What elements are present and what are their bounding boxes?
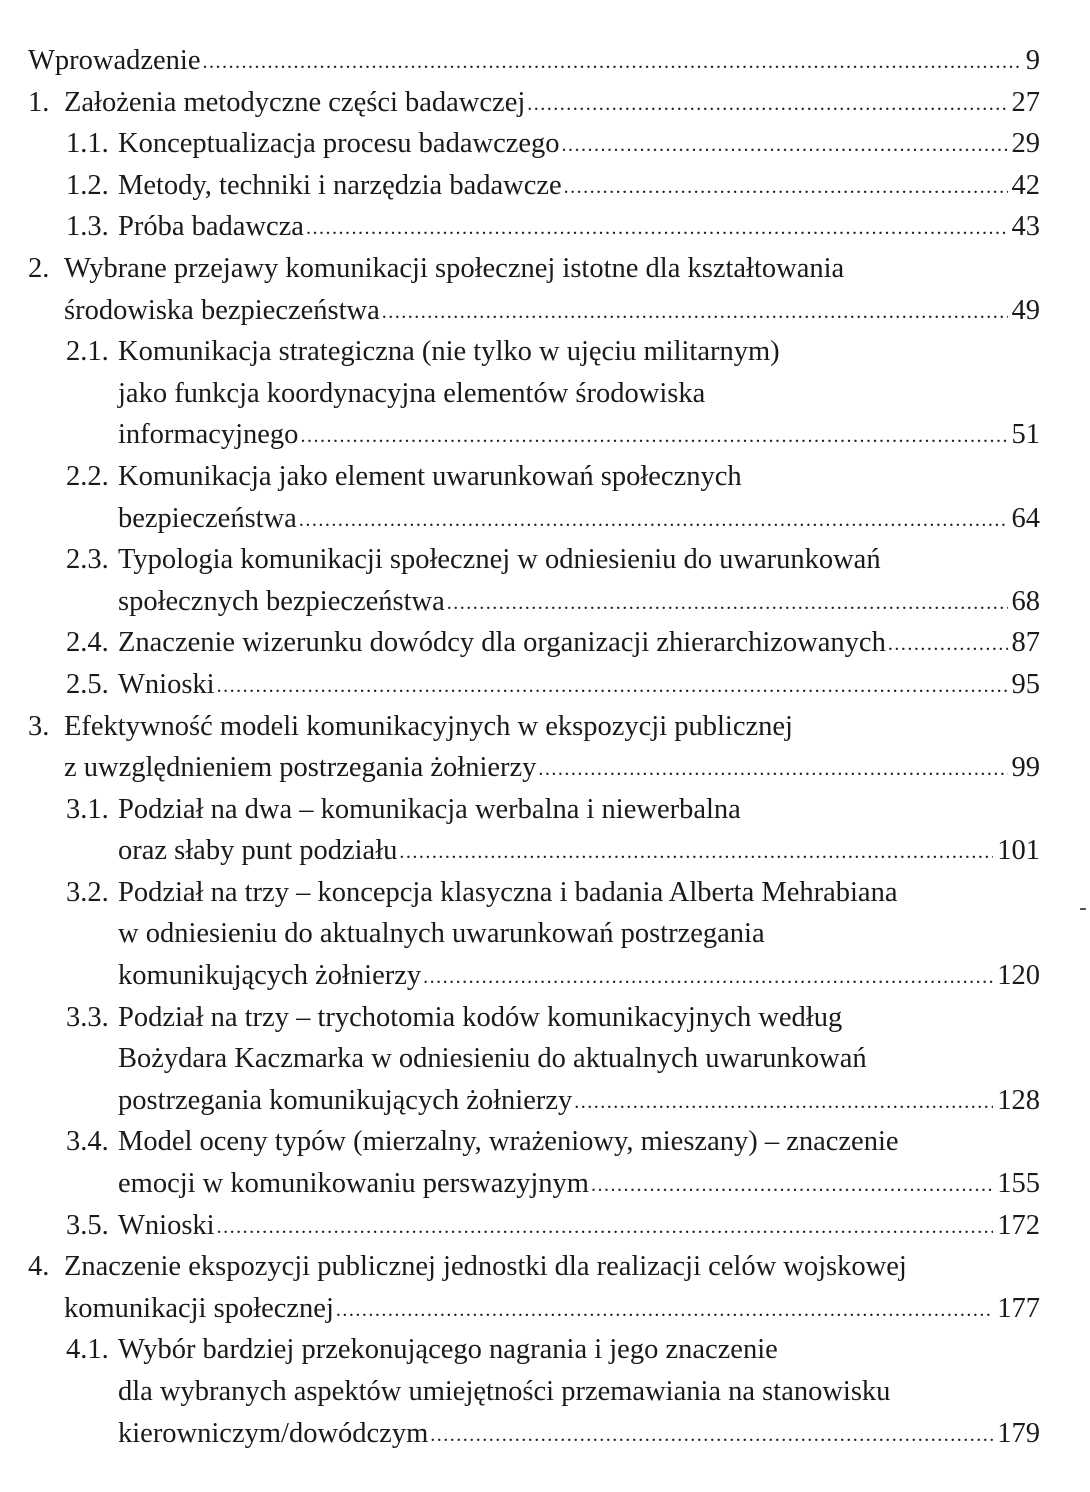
toc-page-number: 99	[1011, 752, 1040, 784]
toc-page-number: 29	[1011, 128, 1040, 160]
toc-entry-text: Model oceny typów (mierzalny, wrażeniowy, mieszany) – znaczenie	[118, 1126, 899, 1158]
toc-entry-2-1-line-2	[0, 373, 1090, 415]
toc-page-number: 42	[1011, 169, 1040, 201]
toc-entry-text: Wybór bardziej przekonującego nagrania i jego znaczenie	[118, 1334, 778, 1366]
toc-entry-3-2-line-2	[0, 913, 1090, 955]
toc-entry-text: Efektywność modeli komunikacyjnych w ekspozycji publicznej	[64, 710, 793, 742]
leader-dots	[591, 1165, 993, 1207]
toc-entry-text: Komunikacja jako element uwarunkowań społecznych	[118, 460, 742, 492]
toc-number: 2.5.	[66, 668, 109, 700]
leader-dots	[203, 42, 1022, 84]
toc-entry-1-2	[0, 165, 1090, 207]
toc-entry-4-1-line-1	[0, 1329, 1090, 1371]
toc-entry-text: oraz słaby punt podziału	[118, 835, 398, 867]
leader-dots	[336, 1290, 993, 1332]
leader-dots	[217, 666, 1008, 708]
toc-entry-chapter-2-line-1	[0, 248, 1090, 290]
toc-entry-text: Podział na trzy – koncepcja klasyczna i badania Alberta Mehrabiana	[118, 876, 898, 908]
toc-entry-text: kierowniczym/dowódczym	[118, 1417, 429, 1449]
toc-entry-text: Znaczenie ekspozycji publicznej jednostki dla realizacji celów wojskowej	[64, 1251, 907, 1283]
toc-entry-3-4-line-2	[0, 1163, 1090, 1205]
leader-dots	[399, 832, 993, 874]
toc-entry-text: informacyjnego	[118, 419, 299, 451]
toc-entry-2-3-line-1	[0, 539, 1090, 581]
toc-number: 2.2.	[66, 460, 109, 492]
toc-entry-2-4	[0, 622, 1090, 664]
toc-entry-text: Wprowadzenie	[28, 45, 201, 76]
toc-entry-text: bezpieczeństwa	[118, 502, 297, 534]
toc-entry-text: z uwzględnieniem postrzegania żołnierzy	[64, 752, 537, 784]
toc-entry-3-2-line-1	[0, 872, 1090, 914]
toc-entry-text: środowiska bezpieczeństwa	[64, 294, 380, 326]
toc-number: 1.1.	[66, 128, 109, 160]
toc-entry-1-1	[0, 123, 1090, 165]
toc-entry-3-3-line-1	[0, 997, 1090, 1039]
toc-number: 2.1.	[66, 336, 109, 368]
toc-entry-3-2-line-3	[0, 955, 1090, 997]
toc-entry-chapter-4-line-2	[0, 1288, 1090, 1330]
toc-entry-text: Próba badawcza	[118, 211, 304, 243]
toc-number: 2.4.	[66, 627, 109, 659]
toc-entry-3-3-line-2	[0, 1038, 1090, 1080]
toc-page-number: 177	[997, 1292, 1040, 1324]
leader-dots	[423, 957, 993, 999]
toc-entry-text: Typologia komunikacji społecznej w odniesieniu do uwarunkowań	[118, 544, 881, 576]
leader-dots	[306, 208, 1008, 250]
toc-entry-2-2-line-1	[0, 456, 1090, 498]
toc-number: 1.2.	[66, 169, 109, 201]
toc-entry-text: komunikujących żołnierzy	[118, 960, 422, 992]
toc-number: 2.	[28, 252, 50, 284]
leader-dots	[217, 1207, 994, 1249]
toc-entry-text: dla wybranych aspektów umiejętności przemawiania na stanowisku	[118, 1376, 891, 1407]
leader-dots	[299, 500, 1008, 542]
leader-dots	[382, 292, 1008, 334]
toc-page-number: 155	[997, 1168, 1040, 1200]
toc-page-number: 64	[1011, 502, 1040, 534]
toc-entry-text: Bożydara Kaczmarka w odniesieniu do aktualnych uwarunkowań	[118, 1043, 867, 1075]
toc-number: 3.4.	[66, 1126, 109, 1158]
toc-page-number: 43	[1011, 211, 1040, 243]
toc-entry-3-1-line-1	[0, 789, 1090, 831]
toc-entry-text: Podział na dwa – komunikacja werbalna i niewerbalna	[118, 793, 741, 825]
table-of-contents	[0, 40, 1090, 1454]
leader-dots	[888, 624, 1008, 666]
toc-number: 3.	[28, 710, 50, 742]
toc-entry-text: Metody, techniki i narzędzia badawcze	[118, 169, 562, 201]
toc-entry-chapter-4-line-1	[0, 1246, 1090, 1288]
toc-entry-chapter-3-line-1	[0, 706, 1090, 748]
toc-entry-text: jako funkcja koordynacyjna elementów środowiska	[118, 377, 706, 409]
toc-entry-3-3-line-3	[0, 1080, 1090, 1122]
toc-entry-3-5	[0, 1205, 1090, 1247]
toc-entry-2-1-line-1	[0, 331, 1090, 373]
leader-dots	[562, 125, 1008, 167]
toc-entry-text: emocji w komunikowaniu perswazyjnym	[118, 1168, 589, 1200]
toc-entry-text: społecznych bezpieczeństwa	[118, 585, 445, 617]
toc-entry-1-3	[0, 206, 1090, 248]
toc-page-number: 95	[1011, 668, 1040, 700]
toc-number: 2.3.	[66, 544, 109, 576]
toc-entry-text: Wnioski	[118, 668, 215, 700]
toc-number: 4.1.	[66, 1334, 109, 1366]
toc-entry-text: Założenia metodyczne części badawczej	[64, 86, 526, 118]
toc-entry-2-1-line-3	[0, 414, 1090, 456]
toc-entry-text: Wnioski	[118, 1209, 215, 1241]
toc-entry-text: Podział na trzy – trychotomia kodów komunikacyjnych według	[118, 1001, 843, 1033]
toc-entry-4-1-line-2	[0, 1371, 1090, 1413]
leader-dots	[564, 167, 1008, 209]
toc-page-number: 87	[1011, 627, 1040, 659]
toc-entry-chapter-3-line-2	[0, 747, 1090, 789]
toc-entry-4-1-line-3	[0, 1413, 1090, 1455]
toc-number: 4.	[28, 1251, 50, 1283]
toc-entry-text: Komunikacja strategiczna (nie tylko w ujęciu militarnym)	[118, 336, 780, 368]
toc-entry-text: postrzegania komunikujących żołnierzy	[118, 1084, 573, 1116]
toc-number: 3.1.	[66, 793, 109, 825]
toc-page-number: 51	[1011, 419, 1040, 451]
toc-entry-3-4-line-1	[0, 1121, 1090, 1163]
toc-number: 3.5.	[66, 1209, 109, 1241]
toc-entry-chapter-2-line-2	[0, 290, 1090, 332]
toc-number: 3.2.	[66, 876, 109, 908]
toc-page-number: 101	[997, 835, 1040, 867]
leader-dots	[538, 749, 1007, 791]
toc-page-number: 172	[997, 1209, 1040, 1241]
toc-entry-2-5	[0, 664, 1090, 706]
leader-dots	[527, 84, 1007, 126]
leader-dots	[300, 416, 1007, 458]
leader-dots	[574, 1082, 993, 1124]
scan-speck	[1080, 908, 1086, 910]
toc-entry-chapter-1	[0, 82, 1090, 124]
toc-entry-text: Konceptualizacja procesu badawczego	[118, 128, 560, 160]
toc-entry-2-2-line-2	[0, 498, 1090, 540]
leader-dots	[447, 583, 1008, 625]
toc-page-number: 120	[997, 960, 1040, 992]
toc-entry-3-1-line-2	[0, 830, 1090, 872]
toc-entry-text: Znaczenie wizerunku dowódcy dla organizacji zhierarchizowanych	[118, 627, 886, 659]
leader-dots	[430, 1415, 993, 1457]
toc-entry-text: komunikacji społecznej	[64, 1292, 334, 1324]
toc-number: 1.3.	[66, 211, 109, 243]
toc-entry-text: Wybrane przejawy komunikacji społecznej istotne dla kształtowania	[64, 252, 845, 284]
toc-page-number: 27	[1011, 86, 1040, 118]
toc-entry-2-3-line-2	[0, 581, 1090, 623]
toc-page-number: 68	[1011, 585, 1040, 617]
toc-page-number: 179	[997, 1417, 1040, 1449]
toc-page-number: 49	[1011, 294, 1040, 326]
toc-entry-intro	[0, 40, 1090, 82]
toc-page-number: 128	[997, 1084, 1040, 1116]
toc-page-number: 9	[1025, 45, 1040, 76]
toc-number: 1.	[28, 86, 50, 118]
toc-number: 3.3.	[66, 1001, 109, 1033]
toc-entry-text: w odniesieniu do aktualnych uwarunkowań postrzegania	[118, 918, 765, 950]
